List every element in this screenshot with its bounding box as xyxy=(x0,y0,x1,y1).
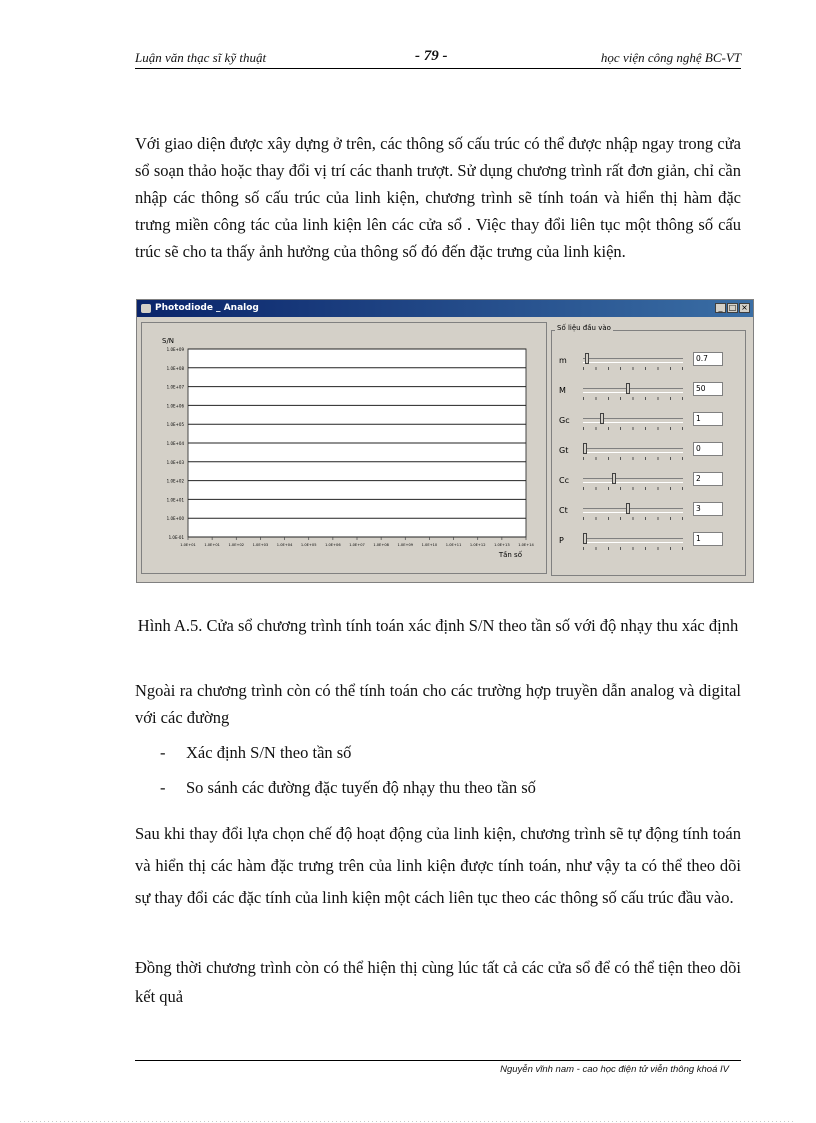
param-label: Gc xyxy=(559,416,570,425)
param-label: Gt xyxy=(559,446,569,455)
maximize-button[interactable]: □ xyxy=(728,303,737,312)
y-tick-label: 1.0E+00 xyxy=(166,516,184,522)
sn-chart xyxy=(142,323,546,573)
header-rule xyxy=(135,68,741,69)
y-tick-label: 1.0E+09 xyxy=(166,347,184,352)
y-tick-label: 1.0E+08 xyxy=(166,365,184,371)
y-tick-label: 1.0E+05 xyxy=(166,422,184,428)
y-axis-label: S/N xyxy=(162,337,175,345)
slider-track[interactable] xyxy=(583,538,683,543)
x-tick-label: 1.0E+07 xyxy=(349,543,365,547)
param-value-input[interactable]: 0.7 xyxy=(693,352,723,366)
x-tick-label: 1.0E+01 xyxy=(180,543,196,547)
slider-thumb[interactable] xyxy=(612,473,616,484)
slider-ticks xyxy=(583,397,683,400)
slider-thumb[interactable] xyxy=(600,413,604,424)
x-tick-label: 1.0E+06 xyxy=(325,543,341,547)
x-tick-label: 1.0E+01 xyxy=(204,543,220,547)
x-tick-label: 1.0E+08 xyxy=(373,543,389,547)
param-row-p xyxy=(557,532,743,552)
slider-track[interactable] xyxy=(583,388,683,393)
x-tick-label: 1.0E+05 xyxy=(300,543,317,547)
footer-rule xyxy=(135,1060,741,1061)
slider-thumb[interactable] xyxy=(583,533,587,544)
slider-ticks xyxy=(583,487,683,490)
param-label: P xyxy=(559,536,564,545)
x-tick-label: 1.0E+14 xyxy=(518,543,534,547)
app-icon xyxy=(141,304,151,313)
title-bar xyxy=(137,300,753,317)
bullet-text: Xác định S/N theo tần số xyxy=(186,743,352,762)
slider-track[interactable] xyxy=(583,418,683,423)
y-tick-label: 1.0E-01 xyxy=(168,535,184,540)
param-label: M xyxy=(559,386,566,395)
param-row-gt xyxy=(557,442,743,462)
page-header xyxy=(135,50,741,68)
slider-track[interactable] xyxy=(583,508,683,513)
x-axis-label: Tần số xyxy=(498,551,522,559)
x-tick-label: 1.0E+04 xyxy=(276,543,293,547)
slider-ticks xyxy=(583,517,683,520)
x-tick-label: 1.0E+10 xyxy=(421,543,438,547)
param-value-input[interactable]: 0 xyxy=(693,442,723,456)
groupbox-label: Số liệu đầu vào xyxy=(557,324,611,332)
param-value-input[interactable]: 1 xyxy=(693,532,723,546)
y-tick-label: 1.0E+04 xyxy=(166,441,184,446)
window-title: Photodiode _ Analog xyxy=(155,303,259,313)
param-value-input[interactable]: 1 xyxy=(693,412,723,426)
slider-ticks xyxy=(583,547,683,550)
bullet-dash: - xyxy=(160,778,166,797)
slider-thumb[interactable] xyxy=(585,353,589,364)
bullet-item xyxy=(160,739,351,766)
slider-thumb[interactable] xyxy=(583,443,587,454)
x-tick-label: 1.0E+03 xyxy=(252,543,269,547)
page-number: - 79 - xyxy=(415,48,448,64)
y-tick-label: 1.0E+03 xyxy=(166,459,184,465)
bullet-item xyxy=(160,774,536,801)
slider-thumb[interactable] xyxy=(626,503,630,514)
x-tick-label: 1.0E+12 xyxy=(469,543,486,547)
param-row-m xyxy=(557,382,743,402)
minimize-button[interactable]: _ xyxy=(715,303,726,313)
slider-track[interactable] xyxy=(583,448,683,453)
param-value-input[interactable]: 50 xyxy=(693,382,723,396)
header-left: Luận văn thạc sĩ kỹ thuật xyxy=(135,50,267,65)
param-row-m xyxy=(557,352,743,372)
x-tick-label: 1.0E+02 xyxy=(228,543,245,547)
paragraph-3: Sau khi thay đổi lựa chọn chế độ hoạt động của linh kiện, chương trình sẽ tự động tính toán và hiển thị các hàm đặc trưng trên của linh kiện được tính toán, như vậy ta có thể theo dõi sự thay đổi các đặc tính của linh kiện một cách liên tục theo các thông số cấu trúc đầu vào. xyxy=(135,824,741,907)
param-value-input[interactable]: 2 xyxy=(693,472,723,486)
slider-track[interactable] xyxy=(583,358,683,363)
close-button[interactable]: × xyxy=(739,303,750,313)
param-value-input[interactable]: 3 xyxy=(693,502,723,516)
param-label: m xyxy=(559,356,567,365)
param-row-gc xyxy=(557,412,743,432)
y-tick-label: 1.0E+02 xyxy=(166,478,184,484)
bullet-dash: - xyxy=(160,743,166,762)
slider-track[interactable] xyxy=(583,478,683,483)
page-footer: Nguyễn vĩnh nam - cao học điện tử viễn thông khoá IV xyxy=(500,1064,729,1075)
x-tick-label: 1.0E+11 xyxy=(445,543,462,547)
header-right: học viện công nghệ BC-VT xyxy=(600,50,741,65)
param-row-ct xyxy=(557,502,743,522)
x-tick-label: 1.0E+13 xyxy=(494,543,510,547)
slider-thumb[interactable] xyxy=(626,383,630,394)
slider-ticks xyxy=(583,427,683,430)
slider-ticks xyxy=(583,367,683,370)
figure-caption: Hình A.5. Cửa sổ chương trình tính toán xác định S/N theo tần số với độ nhạy thu xác định xyxy=(137,616,739,635)
param-row-cc xyxy=(557,472,743,492)
bullet-text: So sánh các đường đặc tuyến độ nhạy thu theo tần số xyxy=(186,778,536,797)
y-tick-label: 1.0E+01 xyxy=(166,497,184,503)
paragraph-1: Với giao diện được xây dựng ở trên, các thông số cấu trúc có thể được nhập ngay trong cửa sổ soạn thảo hoặc thay đổi vị trí các thanh trượt. Sử dụng chương trình rất đơn giản, chỉ cần nhập các thông số cấu trúc của linh kiện, chương trình sẽ tính toán và hiển thị hàm đặc trưng miền công tác của linh kiện lên các cửa sổ . Việc thay đổi liên tục một thông số cấu trúc sẽ cho ta thấy ảnh hưởng của thông số đó đến đặc trưng của linh kiện. xyxy=(135,134,741,261)
x-tick-label: 1.0E+09 xyxy=(397,543,414,547)
paragraph-2: Ngoài ra chương trình còn có thể tính toán cho các trường hợp truyền dẫn analog và digital với các đường xyxy=(135,681,741,727)
paragraph-4: Đồng thời chương trình còn có thể hiện thị cùng lúc tất cả các cửa sổ để có thể tiện theo dõi kết quả xyxy=(135,958,741,1006)
slider-ticks xyxy=(583,457,683,460)
plot-panel xyxy=(141,322,547,574)
param-label: Cc xyxy=(559,476,569,485)
app-window xyxy=(136,299,754,583)
page-bottom-dotted-line xyxy=(20,1121,796,1122)
y-tick-label: 1.0E+07 xyxy=(166,384,184,390)
y-tick-label: 1.0E+06 xyxy=(166,403,184,409)
param-label: Ct xyxy=(559,506,568,515)
